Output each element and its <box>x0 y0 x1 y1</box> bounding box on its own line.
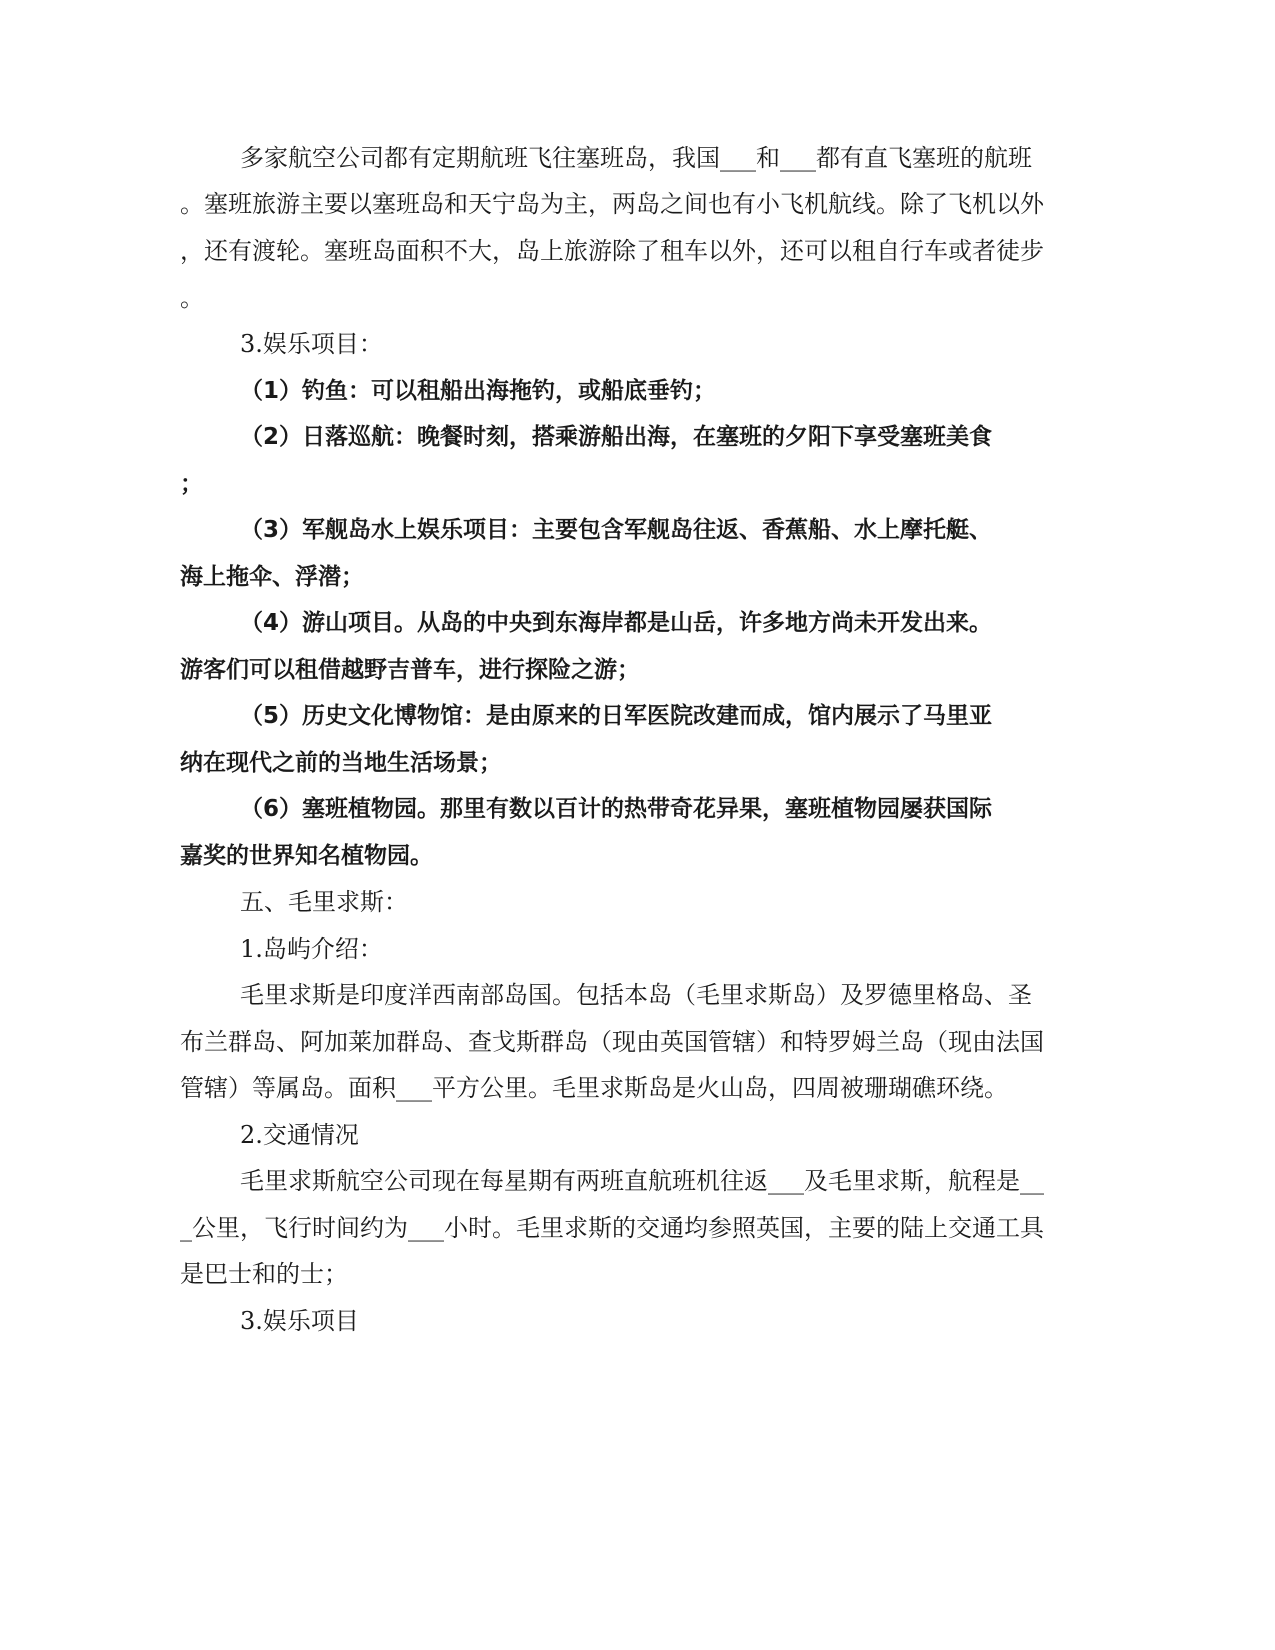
paragraph-line: _公里，飞行时间约为___小时。毛里求斯的交通均参照英国，主要的陆上交通工具 <box>180 1214 1044 1242</box>
section-heading: 五、毛里求斯： <box>240 888 408 916</box>
paragraph-line: ，还有渡轮。塞班岛面积不大，岛上旅游除了租车以外，还可以租自行车或者徒步 <box>180 237 1044 265</box>
list-item-continuation: 游客们可以租借越野吉普车，进行探险之游； <box>180 657 640 683</box>
paragraph-line: 毛里求斯是印度洋西南部岛国。包括本岛（毛里求斯岛）及罗德里格岛、圣 <box>240 981 1032 1009</box>
subsection-heading: 1.岛屿介绍： <box>240 935 383 963</box>
list-item: （1）钓鱼：可以租船出海拖钓，或船底垂钓； <box>240 378 717 404</box>
paragraph-line: 。 <box>180 284 204 312</box>
list-item-continuation: 纳在现代之前的当地生活场景； <box>180 750 502 776</box>
paragraph-line: 多家航空公司都有定期航班飞往塞班岛，我国___和___都有直飞塞班的航班 <box>240 144 1032 172</box>
section-heading: 3.娱乐项目： <box>240 330 383 358</box>
list-item: （4）游山项目。从岛的中央到东海岸都是山岳，许多地方尚未开发出来。 <box>240 610 993 636</box>
paragraph-line: 管辖）等属岛。面积___平方公里。毛里求斯岛是火山岛，四周被珊瑚礁环绕。 <box>180 1074 1008 1102</box>
list-item-continuation: 嘉奖的世界知名植物园。 <box>180 843 433 869</box>
paragraph-line: 。塞班旅游主要以塞班岛和天宁岛为主，两岛之间也有小飞机航线。除了飞机以外 <box>180 190 1044 218</box>
list-item-continuation: 海上拖伞、浮潜； <box>180 564 364 590</box>
list-item-continuation: ； <box>180 471 203 497</box>
paragraph-line: 毛里求斯航空公司现在每星期有两班直航班机往返___及毛里求斯，航程是__ <box>240 1167 1044 1195</box>
list-item: （5）历史文化博物馆：是由原来的日军医院改建而成，馆内展示了马里亚 <box>240 703 993 729</box>
list-item: （3）军舰岛水上娱乐项目：主要包含军舰岛往返、香蕉船、水上摩托艇、 <box>240 517 993 543</box>
subsection-heading: 2.交通情况 <box>240 1121 359 1149</box>
paragraph-line: 是巴士和的士； <box>180 1260 348 1288</box>
list-item: （6）塞班植物园。那里有数以百计的热带奇花异果，塞班植物园屡获国际 <box>240 796 993 822</box>
paragraph-line: 布兰群岛、阿加莱加群岛、查戈斯群岛（现由英国管辖）和特罗姆兰岛（现由法国 <box>180 1028 1044 1056</box>
list-item: （2）日落巡航：晚餐时刻，搭乘游船出海，在塞班的夕阳下享受塞班美食 <box>240 424 993 450</box>
subsection-heading: 3.娱乐项目 <box>240 1307 359 1335</box>
